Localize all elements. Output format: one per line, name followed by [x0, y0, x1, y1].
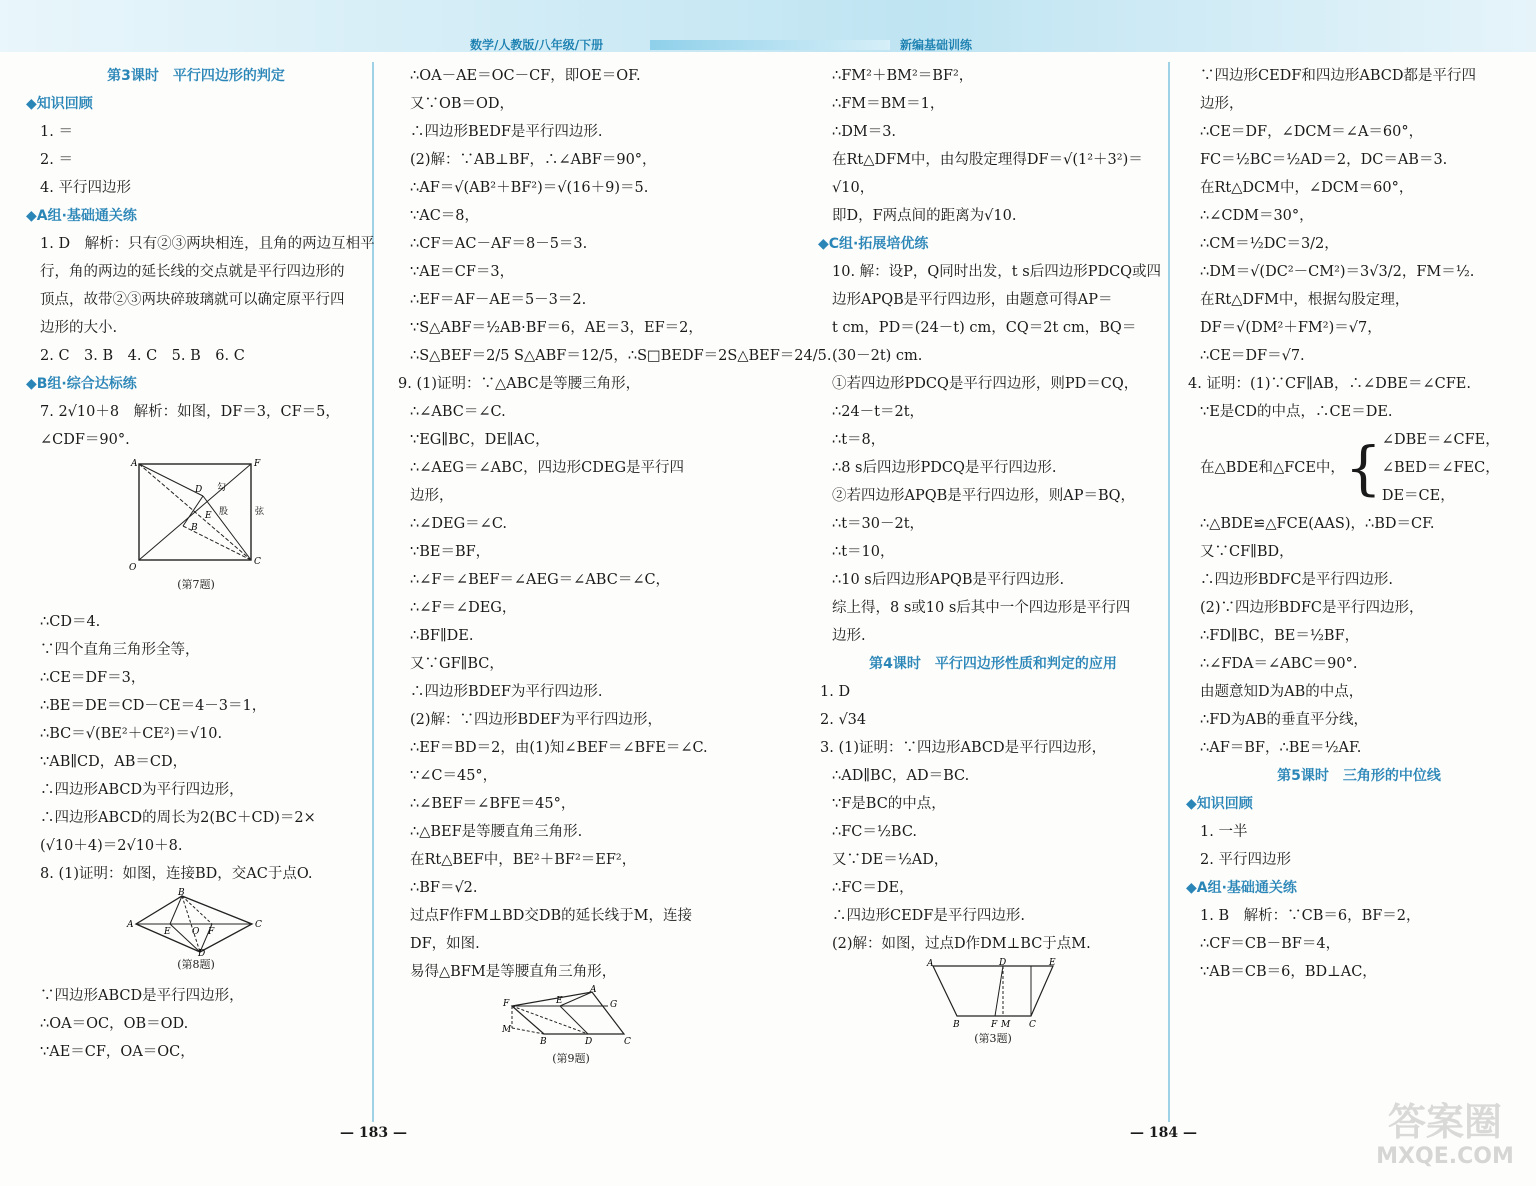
answer-line: ∵BE＝BF，	[410, 544, 491, 560]
answer-line: (2)解：∵AB⊥BF，∴∠ABF＝90°，	[410, 152, 657, 168]
answer-line: 2. √34	[820, 712, 867, 728]
answer-line: 由题意知D为AB的中点，	[1200, 684, 1364, 700]
fig9-label: A	[590, 985, 597, 995]
answer-line: ∴四边形CEDF是平行四边形.	[832, 908, 1025, 924]
answer-line: ∴DM＝3.	[832, 124, 897, 140]
figure-3	[923, 960, 1063, 1030]
fig8-label: E	[164, 927, 171, 937]
answer-line: ∴BE＝DE＝CD－CE＝4－3＝1，	[40, 698, 267, 714]
fig9-label: C	[624, 1037, 631, 1047]
answer-line: 1. ＝	[40, 124, 73, 140]
answer-line: ∵AE＝CF，OA＝OC，	[40, 1044, 195, 1060]
answer-block	[26, 62, 375, 454]
figure-9-caption: (第9题)	[552, 1052, 590, 1065]
answer-line: ∴四边形BDFC是平行四边形.	[1200, 572, 1394, 588]
answer-line: 7. 2√10＋8 解析：如图，DF＝3，CF＝5，	[40, 404, 340, 420]
answer-line: ∠CDF＝90°.	[40, 432, 130, 448]
answer-line: ∴BC＝√(BE²＋CE²)＝√10.	[40, 726, 223, 742]
fig9-label: F	[503, 999, 510, 1009]
answer-block	[1186, 62, 1532, 426]
header-subject: 数学/人教版/八年级/下册	[470, 38, 604, 52]
fig7-label: A	[131, 459, 138, 469]
answer-line: ∵四边形CEDF和四边形ABCD都是平行四	[1200, 68, 1476, 84]
answer-line: ∴FD为AB的垂直平分线，	[1200, 712, 1369, 728]
answer-line: ∴∠BEF＝∠BFE＝45°，	[410, 796, 576, 812]
answer-line: DF＝√(DM²＋FM²)＝√7，	[1200, 320, 1382, 336]
brace-line: DE＝CE，	[1381, 488, 1455, 504]
fig9-label: E	[556, 996, 563, 1006]
answer-line: ∴CE＝DF＝3，	[40, 670, 146, 686]
fig9-label: M	[502, 1025, 512, 1035]
answer-line: ∵AB＝CB＝6，BD⊥AC，	[1200, 964, 1377, 980]
answer-line: ∴CF＝AC－AF＝8－5＝3.	[410, 236, 588, 252]
answer-line: ∵四个直角三角形全等，	[40, 642, 200, 658]
header-series: 新编基础训练	[900, 38, 973, 52]
answer-line: 2. 平行四边形	[1200, 852, 1291, 868]
answer-line: ∴∠AEG＝∠ABC，四边形CDEG是平行四	[410, 460, 685, 476]
answer-line: 在Rt△DFM中，根据勾股定理，	[1200, 292, 1410, 308]
answer-line: (2)∵四边形BDFC是平行四边形，	[1200, 600, 1424, 616]
answer-line: 9. (1)证明：∵△ABC是等腰三角形，	[398, 376, 641, 392]
fig3-label: D	[999, 958, 1007, 968]
section-heading: ◆知识回顾	[1186, 796, 1253, 812]
answer-line: ∴EF＝BD＝2，由(1)知∠BEF＝∠BFE＝∠C.	[410, 740, 708, 756]
watermark-url: MXQE.COM	[1376, 1144, 1514, 1169]
fig3-label: E	[1049, 958, 1056, 968]
section-heading: ◆B组·综合达标练	[26, 376, 137, 392]
fig9-label: G	[610, 1000, 618, 1010]
figure-8	[126, 888, 266, 959]
answer-block	[1186, 510, 1532, 986]
brace-line: ∠BED＝∠FEC，	[1381, 460, 1500, 476]
answer-line: 边形，	[410, 488, 454, 504]
answer-line: ∴△BDE≌△FCE(AAS)，∴BD＝CF.	[1200, 516, 1435, 532]
fig7-label: D	[195, 485, 203, 495]
fig9-label: B	[540, 1037, 547, 1047]
brace-line: ∠DBE＝∠CFE，	[1381, 432, 1500, 448]
answer-line: ∴FM²＋BM²＝BF²，	[832, 68, 974, 84]
fig7-label: 勾	[217, 483, 227, 493]
answer-line: ∵∠C＝45°，	[410, 768, 498, 784]
answer-line: 1. D 解析：只有②③两块相连，且角的两边互相平	[40, 236, 375, 252]
answer-line: 又∵OB＝OD，	[410, 96, 515, 112]
answer-line: ∴FC＝½BC.	[832, 824, 918, 840]
answer-line: ∴10 s后四边形APQB是平行四边形.	[832, 572, 1065, 588]
answer-line: 行，角的两边的延长线的交点就是平行四边形的	[40, 264, 345, 280]
answer-line: ∴CF＝CB－BF＝4，	[1200, 936, 1341, 952]
answer-line: 边形的大小.	[40, 320, 118, 336]
answer-line: ∴FC＝DE，	[832, 880, 914, 896]
lesson-title: 第3课时 平行四边形的判定	[107, 68, 285, 84]
section-heading: ◆知识回顾	[26, 96, 93, 112]
answer-line: ∴∠CDM＝30°，	[1200, 208, 1314, 224]
answer-line: ∵F是BC的中点，	[832, 796, 946, 812]
answer-line: 4. 平行四边形	[40, 180, 131, 196]
answer-line: ∵四边形ABCD是平行四边形，	[40, 988, 244, 1004]
answer-line: ∵AC＝8，	[410, 208, 480, 224]
answer-line: ∴8 s后四边形PDCQ是平行四边形.	[832, 460, 1057, 476]
fig7-label: E	[205, 511, 212, 521]
answer-line: ∴AD∥BC，AD＝BC.	[832, 768, 970, 784]
column-1	[26, 62, 375, 1066]
answer-block	[26, 608, 366, 888]
fig7-label: 弦	[255, 507, 265, 517]
answer-line: ∴四边形BEDF是平行四边形.	[410, 124, 603, 140]
column-divider	[372, 62, 374, 1122]
answer-line: ∵E是CD的中点，∴CE＝DE.	[1200, 404, 1393, 420]
column-4	[1186, 62, 1532, 986]
answer-block	[396, 62, 832, 986]
answer-block	[818, 62, 1168, 958]
answer-line: ∴S△BEF＝2/5 S△ABF＝12/5，∴S□BEDF＝2S△BEF＝24/5.	[410, 348, 832, 364]
figure-9	[496, 985, 646, 1050]
page-number-left: — 183 —	[340, 1125, 407, 1141]
answer-line: 边形APQB是平行四边形，由题意可得AP＝	[832, 292, 1113, 308]
answer-line: ∴24－t＝2t，	[832, 404, 925, 420]
answer-line: 顶点，故带②③两块碎玻璃就可以确定原平行四	[40, 292, 345, 308]
fig8-label: C	[255, 920, 262, 930]
page-number-right: — 184 —	[1130, 1125, 1197, 1141]
lesson-title: 第4课时 平行四边形性质和判定的应用	[869, 656, 1117, 672]
answer-line: ∴BF＝√2.	[410, 880, 478, 896]
answer-line: ∴∠ABC＝∠C.	[410, 404, 506, 420]
figure-3-caption: (第3题)	[974, 1032, 1012, 1045]
fig7-label: B	[191, 523, 198, 533]
answer-line: 10. 解：设P，Q同时出发，t s后四边形PDCQ或四	[832, 264, 1162, 280]
section-heading: ◆A组·基础通关练	[1186, 880, 1297, 896]
brace-symbol: {	[1344, 434, 1382, 502]
answer-line: ∴FM＝BM＝1，	[832, 96, 945, 112]
answer-line: ∴∠F＝∠DEG，	[410, 600, 517, 616]
answer-line: ∴t＝30－2t，	[832, 516, 925, 532]
answer-line: ∴∠FDA＝∠ABC＝90°.	[1200, 656, 1358, 672]
answer-line: ①若四边形PDCQ是平行四边形，则PD＝CQ，	[832, 376, 1139, 392]
brace-prefix: 在△BDE和△FCE中，	[1200, 460, 1345, 476]
brace-system	[1186, 426, 1532, 510]
answer-line: √10，	[832, 180, 875, 196]
answer-line: t cm，PD＝(24－t) cm，CQ＝2t cm，BQ＝	[832, 320, 1137, 336]
column-divider	[1168, 62, 1170, 1122]
fig3-label: A	[927, 959, 934, 969]
answer-line: ∵S△ABF＝½AB·BF＝6，AE＝3，EF＝2，	[410, 320, 703, 336]
answer-line: ∴四边形ABCD的周长为2(BC＋CD)＝2×	[40, 810, 316, 826]
answer-line: 在Rt△DFM中，由勾股定理得DF＝√(1²＋3²)＝	[832, 152, 1143, 168]
watermark-logo-text: 答案圈	[1387, 1100, 1502, 1144]
fig7-label: 股	[219, 507, 229, 517]
answer-line: 过点F作FM⊥BD交DB的延长线于M，连接	[410, 908, 693, 924]
figure-8-caption: (第8题)	[177, 958, 215, 971]
answer-line: ∴FD∥BC，BE＝½BF，	[1200, 628, 1360, 644]
fig3-label: B	[953, 1020, 960, 1030]
fig7-label: O	[129, 563, 137, 573]
answer-line: ∴CE＝DF＝√7.	[1200, 348, 1305, 364]
answer-line: 在Rt△BEF中，BE²＋BF²＝EF²，	[410, 852, 637, 868]
answer-line: 1. B 解析：∵CB＝6，BF＝2，	[1200, 908, 1421, 924]
fig9-label: D	[585, 1037, 593, 1047]
figure-7-caption: (第7题)	[177, 578, 215, 591]
answer-line: 边形.	[832, 628, 866, 644]
answer-line: ∴四边形BDEF为平行四边形.	[410, 684, 603, 700]
header-accent-bar	[650, 40, 890, 50]
answer-line: 4. 证明：(1)∵CF∥AB，∴∠DBE＝∠CFE.	[1188, 376, 1471, 392]
answer-line: (30－2t) cm.	[832, 348, 923, 364]
answer-line: FC＝½BC＝½AD＝2，DC＝AB＝3.	[1200, 152, 1448, 168]
answer-line: ∴t＝10，	[832, 544, 895, 560]
answer-line: ∴四边形ABCD为平行四边形，	[40, 782, 244, 798]
answer-block	[26, 982, 366, 1066]
fig8-label: F	[208, 927, 215, 937]
column-2	[396, 62, 832, 1068]
answer-line: DF，如图.	[410, 936, 480, 952]
answer-line: 在Rt△DCM中，∠DCM＝60°，	[1200, 180, 1414, 196]
lesson-title: 第5课时 三角形的中位线	[1277, 768, 1441, 784]
answer-line: ∴OA－AE＝OC－CF，即OE＝OF.	[410, 68, 641, 84]
fig8-label: B	[178, 888, 185, 898]
answer-line: 1. 一半	[1200, 824, 1248, 840]
fig8-label: A	[127, 920, 134, 930]
answer-line: 2. C 3. B 4. C 5. B 6. C	[40, 348, 245, 364]
answer-line: ∵EG∥BC，DE∥AC，	[410, 432, 550, 448]
answer-line: 又∵GF∥BC，	[410, 656, 504, 672]
answer-line: ∴CD＝4.	[40, 614, 101, 630]
answer-line: ∴DM＝√(DC²－CM²)＝3√3/2，FM＝½.	[1200, 264, 1475, 280]
answer-line: 边形，	[1200, 96, 1244, 112]
fig8-label: D	[198, 949, 206, 959]
watermark	[1360, 1100, 1530, 1180]
section-heading: ◆A组·基础通关练	[26, 208, 137, 224]
answer-line: 8. (1)证明：如图，连接BD，交AC于点O.	[40, 866, 313, 882]
answer-line: ∴∠DEG＝∠C.	[410, 516, 508, 532]
answer-line: ∴AF＝√(AB²＋BF²)＝√(16＋9)＝5.	[410, 180, 649, 196]
answer-line: 即D，F两点间的距离为√10.	[832, 208, 1017, 224]
answer-line: 综上得，8 s或10 s后其中一个四边形是平行四	[832, 600, 1131, 616]
fig3-label: M	[1001, 1020, 1011, 1030]
fig3-label: F	[991, 1020, 998, 1030]
answer-line: (2)解：如图，过点D作DM⊥BC于点M.	[832, 936, 1091, 952]
answer-line: 又∵CF∥BD，	[1200, 544, 1294, 560]
answer-line: ∴AF＝BF，∴BE＝½AF.	[1200, 740, 1362, 756]
fig7-label: F	[254, 459, 261, 469]
fig7-label: C	[254, 557, 261, 567]
answer-line: ∴EF＝AF－AE＝5－3＝2.	[410, 292, 587, 308]
column-3	[818, 62, 1168, 1048]
answer-line: ∴BF∥DE.	[410, 628, 474, 644]
figure-7	[111, 456, 281, 576]
answer-line: 又∵DE＝½AD，	[832, 852, 949, 868]
answer-line: ∴△BEF是等腰直角三角形.	[410, 824, 583, 840]
answer-line: ∴OA＝OC，OB＝OD.	[40, 1016, 189, 1032]
answer-line: ∴CM＝½DC＝3/2，	[1200, 236, 1339, 252]
fig3-label: C	[1029, 1020, 1036, 1030]
answer-line: 3. (1)证明：∵四边形ABCD是平行四边形，	[820, 740, 1107, 756]
answer-line: ∵AE＝CF＝3，	[410, 264, 515, 280]
answer-line: ∴CE＝DF，∠DCM＝∠A＝60°，	[1200, 124, 1424, 140]
answer-line: (2)解：∵四边形BDEF为平行四边形，	[410, 712, 662, 728]
answer-line: (√10＋4)＝2√10＋8.	[40, 838, 183, 854]
fig8-label: O	[192, 927, 200, 937]
answer-line: ②若四边形APQB是平行四边形，则AP＝BQ，	[832, 488, 1136, 504]
answer-line: 易得△BFM是等腰直角三角形，	[410, 964, 617, 980]
answer-line: ∴t＝8，	[832, 432, 886, 448]
section-heading: ◆C组·拓展培优练	[818, 236, 929, 252]
answer-line: ∵AB∥CD，AB＝CD，	[40, 754, 188, 770]
answer-line: 1. D	[820, 684, 851, 700]
answer-line: 2. ＝	[40, 152, 73, 168]
answer-line: ∴∠F＝∠BEF＝∠AEG＝∠ABC＝∠C，	[410, 572, 671, 588]
